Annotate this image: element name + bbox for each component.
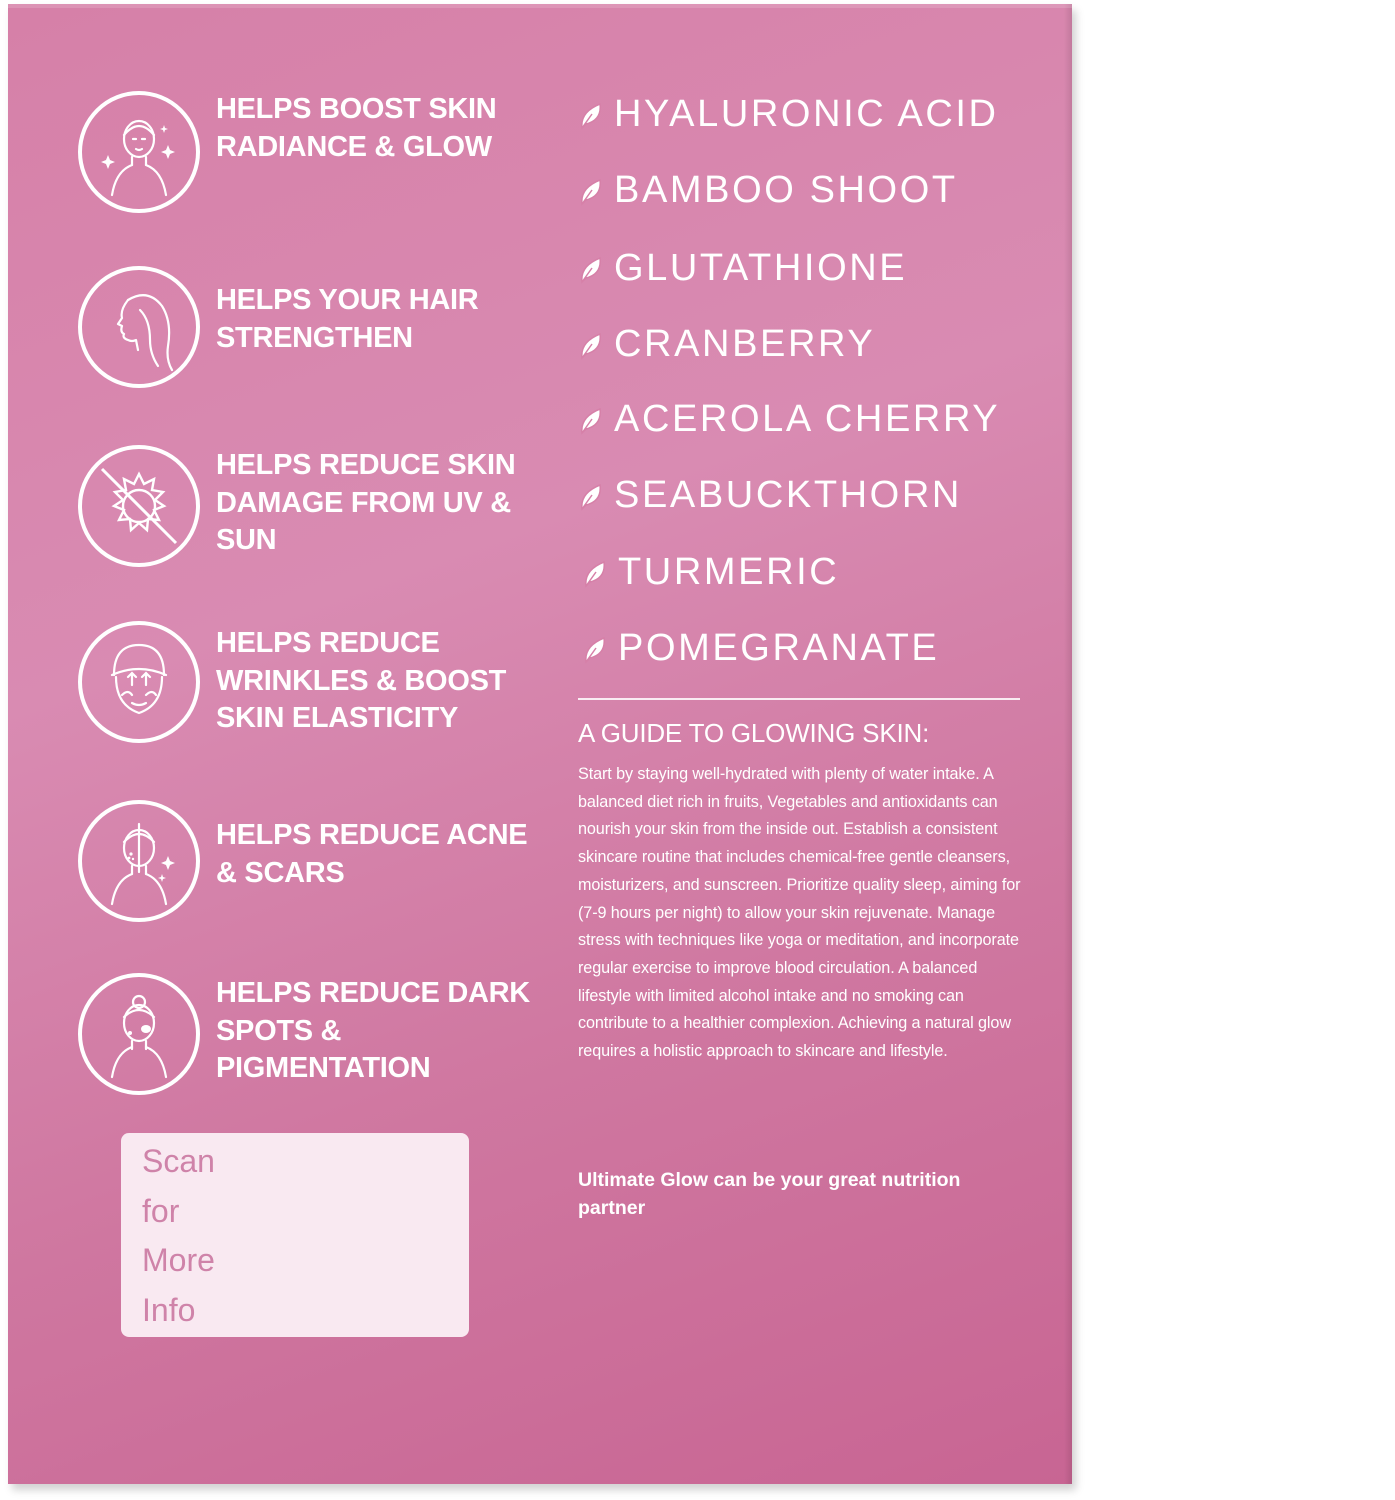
partner-tagline: Ultimate Glow can be your great nutrition partner bbox=[578, 1169, 961, 1219]
ingredient-item bbox=[578, 471, 1038, 519]
ingredient-item bbox=[578, 320, 1038, 368]
guide-body: Start by staying well-hydrated with plenty of water intake. A balanced diet rich in fruits, Vegetables and antioxidants can nourish your skin from the inside out. Establish a consistent skincare routine that includes chemical-free gentle cleansers, moisturizers, and sunscreen. Prioritize quality sleep, aiming for (7-9 hours per night) to allow your skin rejuvenate. Manage stress with techniques like yoga or meditation, and incorporate regular exercise to improve blood circulation. A balanced lifestyle with limited alcohol intake and no smoking can contribute to a healthier complexion. Achieving a natural glow requires a holistic approach to skincare and lifestyle. bbox=[578, 765, 1021, 1061]
hair-profile-icon bbox=[78, 266, 200, 388]
benefit-text: HELPS REDUCE WRINKLES & BOOST SKIN ELASTICITY bbox=[216, 627, 507, 734]
ingredient-label: CRANBERRY bbox=[614, 323, 876, 365]
benefit-item-dark-spots bbox=[78, 973, 548, 1097]
ingredient-label: TURMERIC bbox=[618, 551, 840, 593]
no-sun-icon bbox=[78, 445, 200, 567]
guide-title: A GUIDE TO GLOWING SKIN: bbox=[578, 718, 930, 748]
ingredient-label: GLUTATHIONE bbox=[614, 247, 908, 289]
benefit-item-hair bbox=[78, 266, 548, 390]
leaf-icon bbox=[578, 102, 602, 130]
qr-code-area[interactable] bbox=[121, 1133, 469, 1337]
benefit-item-radiance bbox=[78, 91, 548, 215]
clear-skin-face-icon bbox=[78, 800, 200, 922]
leaf-icon bbox=[578, 178, 602, 206]
leaf-icon bbox=[578, 483, 602, 511]
ingredient-item bbox=[582, 548, 1042, 596]
divider bbox=[578, 698, 1020, 700]
leaf-icon bbox=[578, 332, 602, 360]
benefit-text: HELPS REDUCE SKIN DAMAGE FROM UV & SUN bbox=[216, 449, 516, 556]
ingredient-label: HYALURONIC ACID bbox=[614, 93, 999, 135]
benefit-text: HELPS REDUCE DARK SPOTS & PIGMENTATION bbox=[216, 977, 530, 1084]
ingredient-label: POMEGRANATE bbox=[618, 627, 940, 669]
ingredient-label: SEABUCKTHORN bbox=[614, 474, 962, 516]
benefit-text: HELPS BOOST SKIN RADIANCE & GLOW bbox=[216, 93, 497, 163]
benefit-text: HELPS YOUR HAIR STRENGTHEN bbox=[216, 284, 479, 354]
product-box-back bbox=[8, 4, 1072, 1484]
ingredient-item bbox=[578, 90, 1038, 138]
leaf-icon bbox=[578, 256, 602, 284]
face-lift-icon bbox=[78, 621, 200, 743]
ingredient-label: ACEROLA CHERRY bbox=[614, 398, 1001, 440]
ingredient-label: BAMBOO SHOOT bbox=[614, 169, 958, 211]
benefit-item-wrinkles bbox=[78, 621, 548, 745]
ingredient-item bbox=[578, 244, 1038, 292]
ingredient-item bbox=[582, 624, 1042, 672]
benefit-item-acne bbox=[78, 800, 548, 924]
ingredient-item bbox=[578, 166, 1038, 214]
leaf-icon bbox=[582, 636, 606, 664]
radiant-face-icon bbox=[78, 91, 200, 213]
benefit-item-uv bbox=[78, 445, 548, 569]
leaf-icon bbox=[578, 407, 602, 435]
benefit-text: HELPS REDUCE ACNE & SCARS bbox=[216, 819, 528, 889]
dark-spots-face-icon bbox=[78, 973, 200, 1095]
leaf-icon bbox=[582, 560, 606, 588]
qr-label: Scan for More Info bbox=[142, 1143, 215, 1328]
ingredient-item bbox=[578, 395, 1038, 443]
